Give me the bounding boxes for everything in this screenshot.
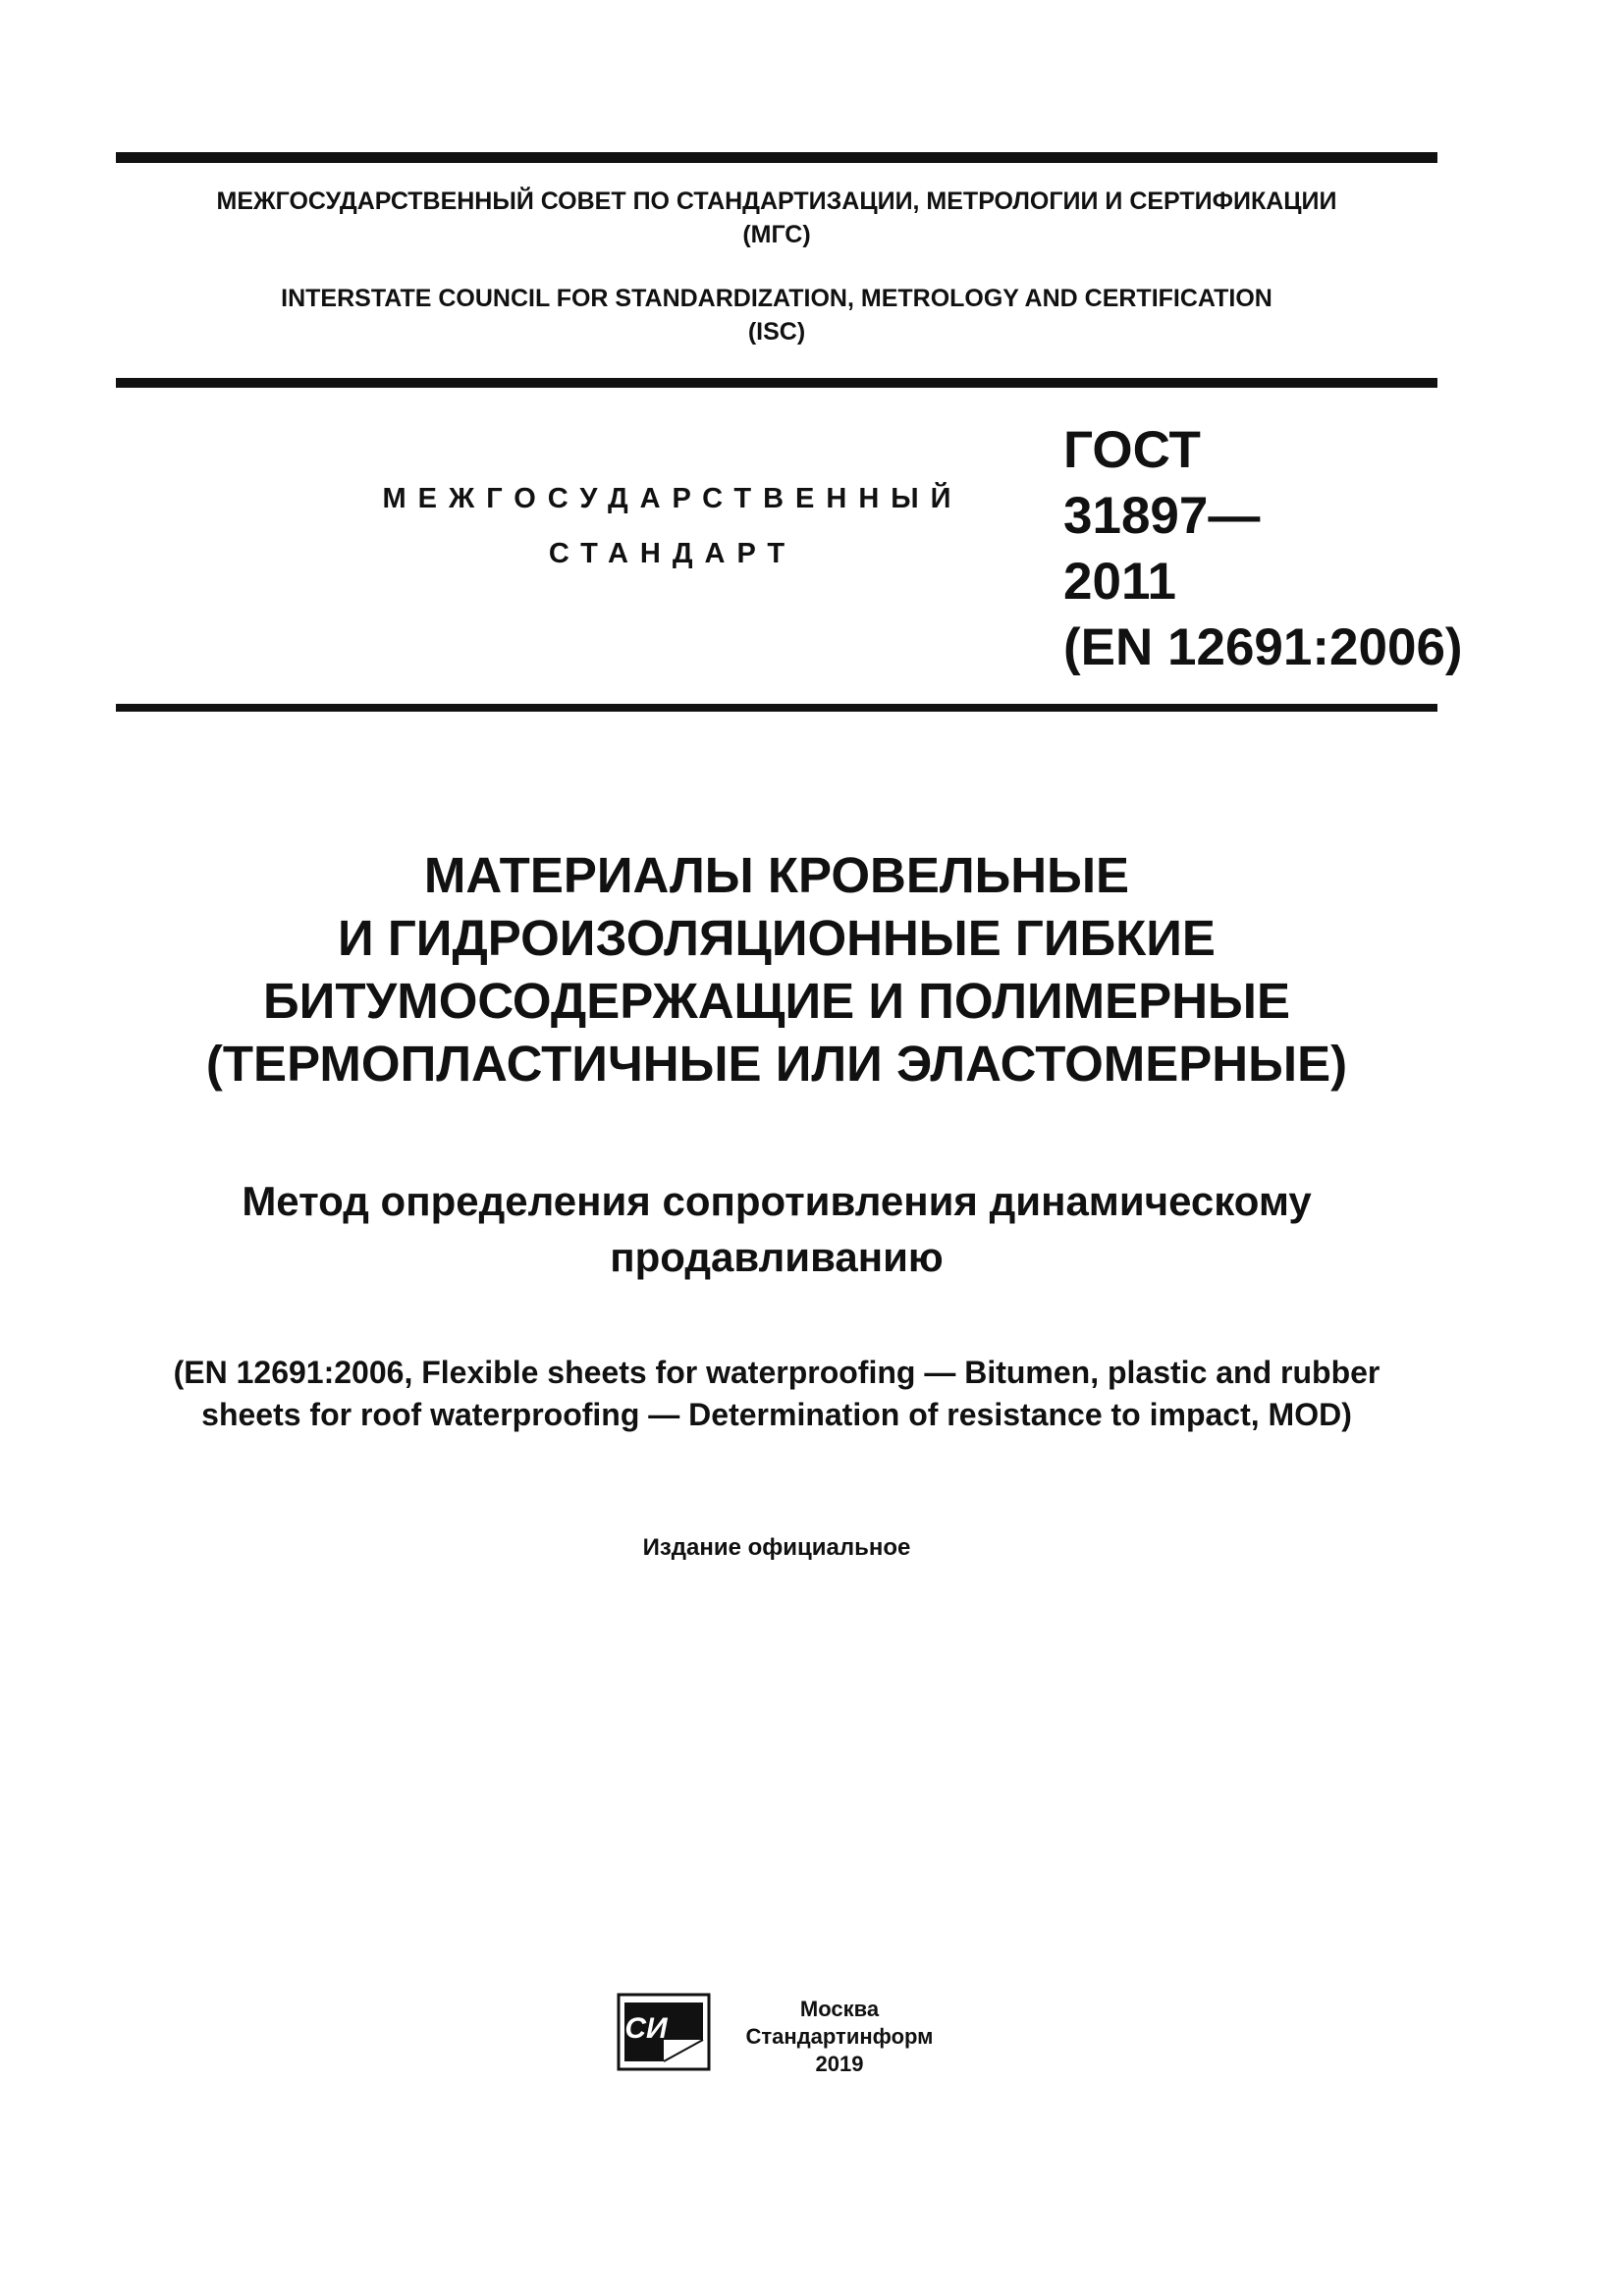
gost-prefix: ГОСТ <box>1063 421 1201 479</box>
title-line-3: БИТУМОСОДЕРЖАЩИЕ И ПОЛИМЕРНЫЕ <box>263 973 1290 1029</box>
gost-number: 31897— <box>1063 487 1261 545</box>
council-ru <box>116 185 1437 251</box>
top-divider <box>116 152 1437 163</box>
designation-divider <box>116 704 1437 712</box>
en-reference-line-2: sheets for roof waterproofing — Determination of resistance to impact, MOD) <box>201 1397 1352 1432</box>
en-reference <box>116 1352 1437 1436</box>
standard-label-line1: МЕЖГОСУДАРСТВЕННЫЙ <box>382 483 963 514</box>
edition-note: Издание официальное <box>642 1534 911 1561</box>
header-divider <box>116 378 1437 388</box>
council-en <box>116 282 1437 348</box>
council-ru-abbr: (МГС) <box>742 221 811 248</box>
logo-text: СИ <box>624 2012 668 2045</box>
gost-designation <box>1063 417 1463 680</box>
gost-equivalent: (EN 12691:2006) <box>1063 618 1463 676</box>
council-en-name: INTERSTATE COUNCIL FOR STANDARDIZATION, METROLOGY AND CERTIFICATION <box>281 285 1272 312</box>
subtitle-line-2: продавливанию <box>610 1234 944 1280</box>
publisher-year: 2019 <box>815 2052 864 2076</box>
document-title <box>116 844 1437 1095</box>
title-line-4: (ТЕРМОПЛАСТИЧНЫЕ ИЛИ ЭЛАСТОМЕРНЫЕ) <box>205 1036 1348 1092</box>
publisher-city: Москва <box>799 1997 880 2021</box>
standard-label <box>334 471 1011 581</box>
title-line-2: И ГИДРОИЗОЛЯЦИОННЫЕ ГИБКИЕ <box>338 910 1216 966</box>
en-reference-line-1: (EN 12691:2006, Flexible sheets for waterproofing — Bitumen, plastic and rubber <box>173 1355 1380 1390</box>
publisher-info <box>727 1996 952 2078</box>
standartinform-logo-icon <box>617 1993 711 2071</box>
document-subtitle <box>116 1173 1437 1285</box>
council-en-abbr: (ISC) <box>747 318 806 346</box>
gost-year: 2011 <box>1063 553 1176 611</box>
publisher-name: Стандартинформ <box>745 2024 934 2049</box>
standard-label-line2: СТАНДАРТ <box>548 538 797 569</box>
title-line-1: МАТЕРИАЛЫ КРОВЕЛЬНЫЕ <box>423 847 1130 903</box>
council-ru-name: МЕЖГОСУДАРСТВЕННЫЙ СОВЕТ ПО СТАНДАРТИЗАЦИИ, МЕТРОЛОГИИ И СЕРТИФИКАЦИИ <box>216 187 1337 215</box>
subtitle-line-1: Метод определения сопротивления динамическому <box>242 1178 1312 1224</box>
